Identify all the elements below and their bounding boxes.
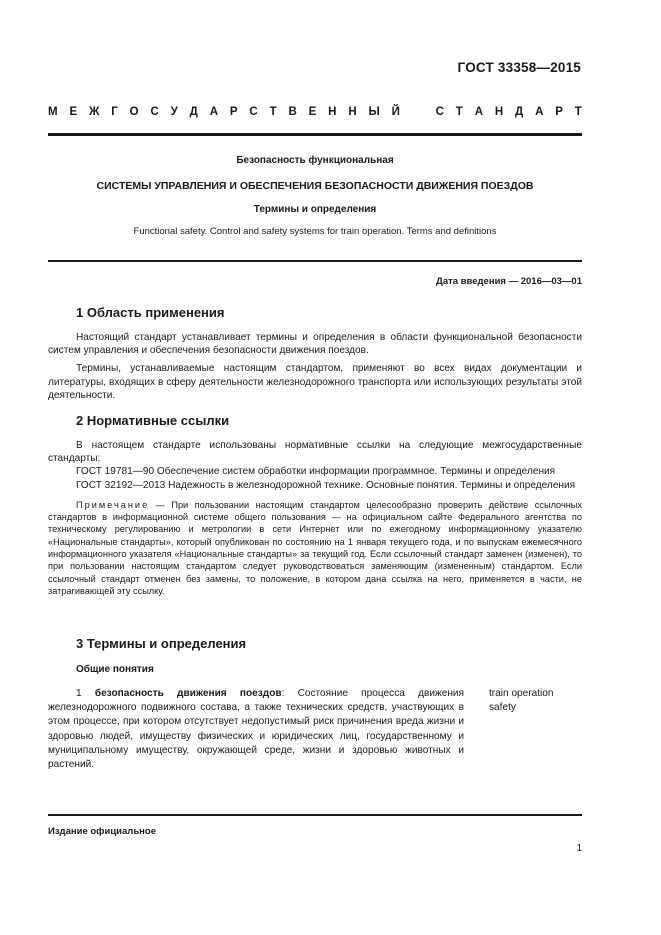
general-concepts-subheading: Общие понятия	[76, 664, 154, 675]
banner-word1-letter: С	[150, 106, 159, 118]
banner-word2-letter: Р	[555, 106, 563, 118]
banner-word1-letter: Г	[111, 106, 118, 118]
banner-word1-letter: Н	[348, 106, 357, 118]
term-number: 1	[76, 688, 95, 699]
standard-code: ГОСТ 33358—2015	[457, 60, 581, 75]
banner-word-gap	[412, 106, 424, 118]
note-text: — При пользовании настоящим стандартом целесообразно проверить действие ссылочных стандартов в информационной системе общего пользования — на официальном сайте Федерального агентства по техническому регулированию и метрологии в сети Интернет или по ежегодному информационному указателю «Национальные стандарты», который опубликован по состоянию на 1 января текущего года, и по выпускам ежемесячного информационного указателя «Национальные стандарты» за текущий год. Если ссылочный стандарт заменен (изменен), то при пользовании настоящим стандартом следует руководствоваться заменяющим (измененным) стандартом. Если ссылочный стандарт отменен без замены, то положение, в котором дана ссылка на него, применяется в части, не затрагивающей эту ссылку.	[48, 499, 582, 596]
note-label: Примечание	[76, 499, 150, 510]
section-1-heading: 1 Область применения	[76, 305, 225, 320]
banner-word2-letter: Т	[574, 106, 582, 118]
reference-gost-19781: ГОСТ 19781—90 Обеспечение систем обработки информации программное. Термины и определения	[76, 466, 556, 478]
term-english-line-1: train operation	[489, 688, 554, 699]
term-english-line-2: safety	[489, 702, 516, 714]
introduction-date: Дата введения — 2016—03—01	[436, 276, 582, 287]
banner-word2-letter: Т	[455, 106, 463, 118]
page-number: 1	[576, 843, 582, 854]
title-rule	[48, 260, 582, 262]
interstate-standard-banner	[48, 106, 582, 118]
section-1-paragraph-1: Настоящий стандарт устанавливает термины и определения в области функциональной безопасности систем управления и обеспечения безопасности движения поездов.	[48, 332, 582, 357]
banner-word1-letter: У	[170, 106, 178, 118]
banner-word1-letter: Е	[69, 106, 78, 118]
banner-word1-letter: Ж	[88, 106, 100, 118]
document-terms-title: Термины и определения	[253, 204, 377, 215]
banner-word1-letter: Н	[328, 106, 337, 118]
top-rule	[48, 133, 582, 136]
banner-word1-letter: Й	[391, 106, 400, 118]
banner-word1-letter: В	[288, 106, 297, 118]
english-title: Functional safety. Control and safety systems for train operation. Terms and definitions	[133, 226, 497, 237]
banner-word2-letter: А	[535, 106, 544, 118]
official-edition-label: Издание официальное	[48, 826, 156, 837]
section-2-paragraph-1: В настоящем стандарте использованы нормативные ссылки на следующие межгосударственные стандарты:	[48, 440, 582, 465]
banner-word1-letter: Е	[308, 106, 317, 118]
banner-word2-letter: С	[435, 106, 444, 118]
section-3-heading: 3 Термины и определения	[76, 636, 247, 651]
banner-word1-letter: М	[48, 106, 58, 118]
banner-word1-letter: Д	[189, 106, 198, 118]
reference-gost-32192: ГОСТ 32192—2013 Надежность в железнодорожной технике. Основные понятия. Термины и определения	[76, 479, 576, 491]
section-2-note	[48, 499, 582, 597]
section-2-heading: 2 Нормативные ссылки	[76, 413, 230, 428]
banner-word1-letter: С	[249, 106, 258, 118]
banner-word1-letter: Р	[229, 106, 238, 118]
section-1-body	[48, 331, 582, 402]
banner-word2-letter: Н	[494, 106, 504, 118]
banner-word1-letter: А	[209, 106, 219, 118]
term-name: безопасность движения поездов	[94, 688, 282, 699]
term-entry-1	[48, 687, 464, 772]
banner-word1-letter: Т	[269, 106, 277, 118]
document-main-title: СИСТЕМЫ УПРАВЛЕНИЯ И ОБЕСПЕЧЕНИЯ БЕЗОПАСНОСТИ ДВИЖЕНИЯ ПОЕЗДОВ	[96, 180, 534, 192]
document-subtitle: Безопасность функциональная	[236, 155, 394, 166]
section-1-paragraph-2: Термины, устанавливаемые настоящим стандартом, применяют во всех видах документации и литературы, входящих в сферу деятельности железнодорожного транспорта или использующих результаты этой деятельности.	[48, 363, 582, 401]
section-2-body	[48, 439, 582, 597]
banner-word1-letter: О	[129, 106, 139, 118]
banner-word2-letter: Д	[515, 106, 524, 118]
banner-word1-letter: Ы	[368, 106, 380, 118]
term-english-equivalent	[489, 687, 579, 715]
banner-word2-letter: А	[474, 106, 483, 118]
footer-rule	[48, 814, 582, 816]
term-definition: : Состояние процесса движения железнодорожного подвижного состава, а также технических средств, участвующих в этом процессе, при котором отсутствует недопустимый риск причинения вреда жизни и здоровью людей, имуществу физических и юридических лиц, государственному и муниципальному имуществу, окружающей среде, жизни и здоровью животных и растений.	[48, 688, 465, 771]
